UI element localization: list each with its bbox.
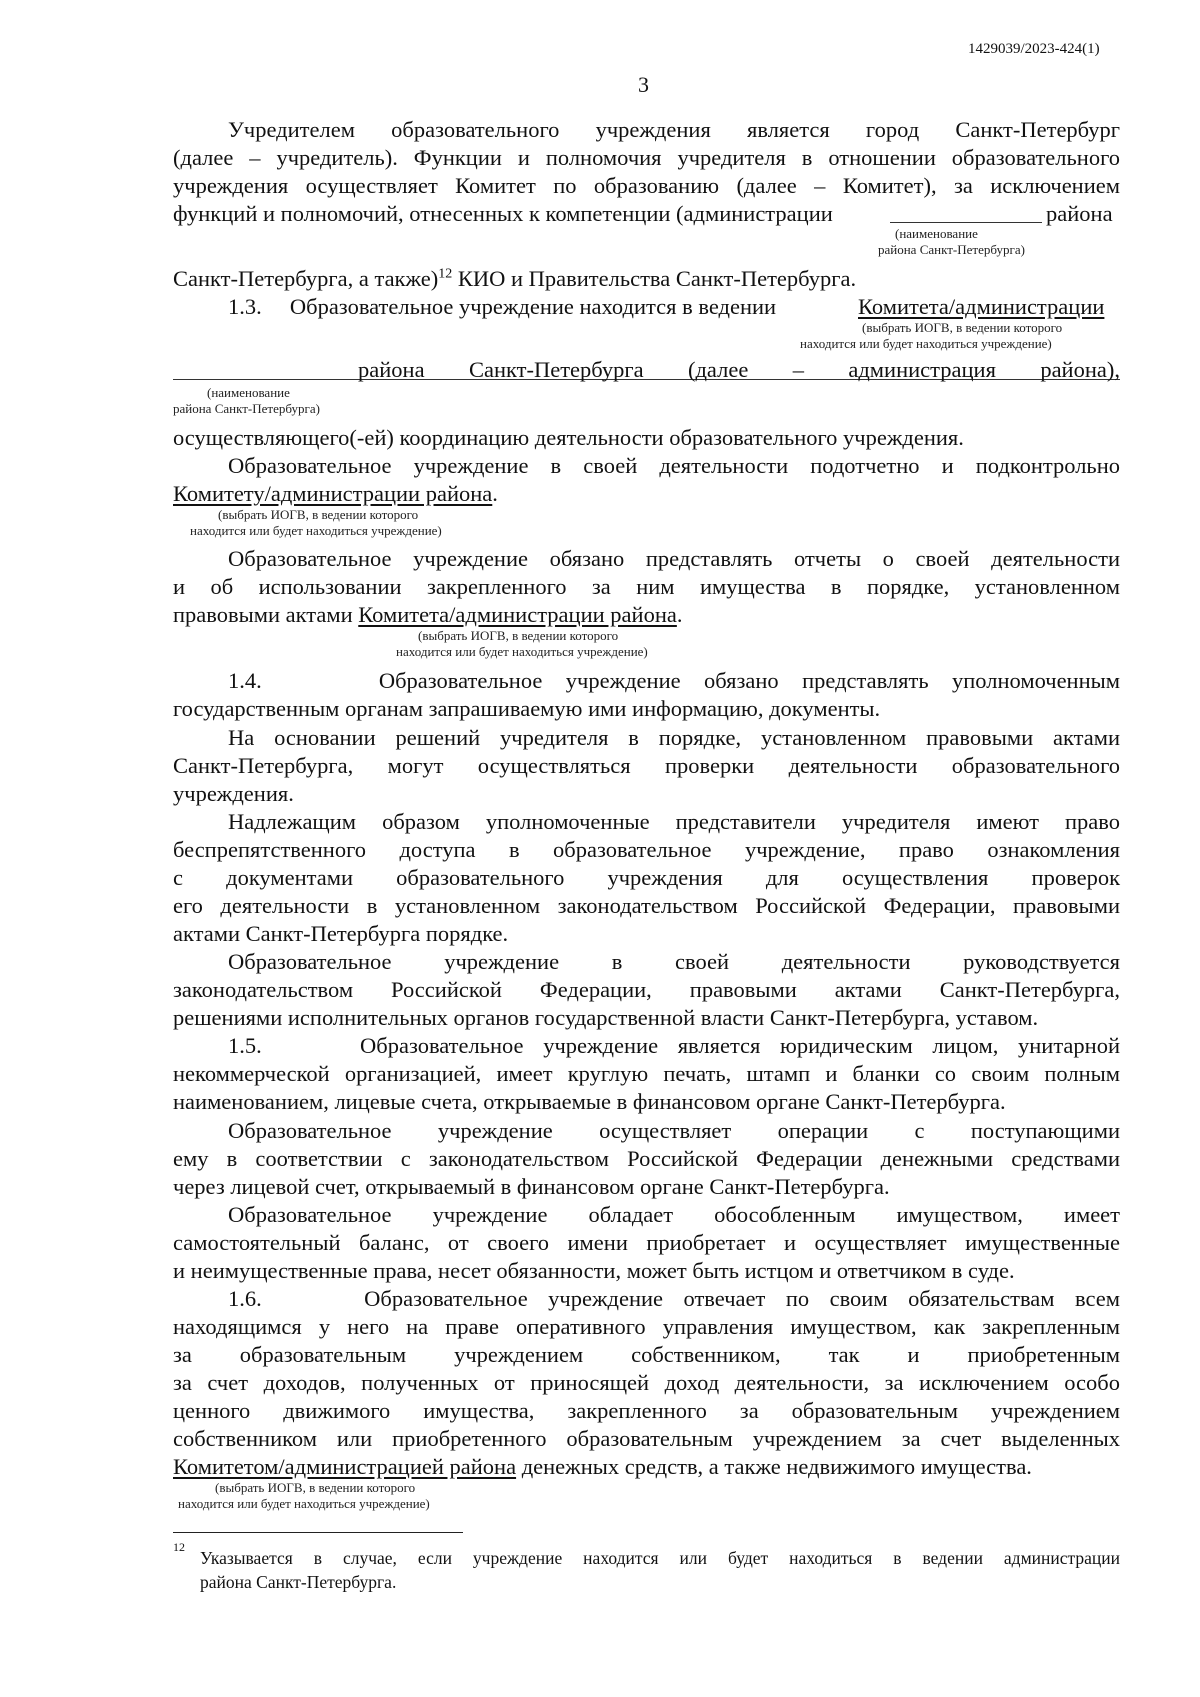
text-fragment: Комитетом/администрацией района bbox=[173, 1454, 517, 1479]
footnote-number: 12 bbox=[173, 1540, 185, 1554]
text-line: с документами образовательного учреждения для осуществления проверок bbox=[173, 865, 1120, 890]
text-line: государственным органам запрашиваемую ими информацию, документы. bbox=[173, 696, 881, 721]
text-line: учреждения осуществляет Комитет по образованию (далее – Комитет), за исключением bbox=[173, 173, 1120, 198]
fill-in-note: находится или будет находиться учреждение) bbox=[800, 336, 1052, 351]
text-line: (далее – учредитель). Функции и полномочия учредителя в отношении образовательного bbox=[173, 145, 1120, 170]
text-line: Образовательное учреждение в своей деятельности подотчетно и подконтрольно bbox=[228, 453, 1120, 478]
fill-in-note: находится или будет находиться учреждение) bbox=[178, 1496, 430, 1511]
text-line: учреждения. bbox=[173, 781, 294, 806]
text-line: самостоятельный баланс, от своего имени приобретает и осуществляет имущественные bbox=[173, 1230, 1120, 1255]
text-line: актами Санкт-Петербурга порядке. bbox=[173, 921, 509, 946]
text-line: наименованием, лицевые счета, открываемые в финансовом органе Санкт-Петербурга. bbox=[173, 1089, 1006, 1114]
page-number: 3 bbox=[638, 72, 649, 97]
fill-in-note: (выбрать ИОГВ, в ведении которого bbox=[862, 320, 1063, 335]
fill-in-note: района Санкт-Петербурга) bbox=[878, 242, 1025, 257]
text-line: за образовательным учреждением собственником, так и приобретенным bbox=[173, 1342, 1120, 1367]
text-line bbox=[173, 1453, 1120, 1481]
text-line: 1.5. Образовательное учреждение является юридическим лицом, унитарной bbox=[228, 1033, 1120, 1058]
blank-field bbox=[890, 222, 1042, 223]
text-line: 1.4. Образовательное учреждение обязано представлять уполномоченным bbox=[228, 668, 1120, 693]
text-line: Учредителем образовательного учреждения является город Санкт-Петербург bbox=[228, 117, 1120, 142]
footnote-reference[interactable]: 12 bbox=[438, 266, 453, 282]
text-fragment: денежных средств, а также недвижимого имущества. bbox=[516, 1454, 1032, 1479]
text-line: находящимся у него на праве оперативного управления имуществом, как закрепленным bbox=[173, 1314, 1120, 1339]
text-line: ему в соответствии с законодательством Российской Федерации денежными средствами bbox=[173, 1146, 1120, 1171]
text-line: Надлежащим образом уполномоченные представители учредителя имеют право bbox=[228, 809, 1120, 834]
fill-in-note: (наименование bbox=[895, 226, 978, 241]
text-line: беспрепятственного доступа в образовательное учреждение, право ознакомления bbox=[173, 837, 1120, 862]
text-line: его деятельности в установленном законодательством Российской Федерации, правовыми bbox=[173, 893, 1120, 918]
text-fragment: Комитета/администрации bbox=[858, 294, 1105, 319]
footnote-text: района Санкт-Петербурга. bbox=[200, 1572, 397, 1592]
text-line: собственником или приобретенного образовательным учреждением за счет выделенных bbox=[173, 1426, 1120, 1451]
fill-in-note: (выбрать ИОГВ, в ведении которого bbox=[418, 628, 619, 643]
text-line: Образовательное учреждение в своей деятельности руководствуется bbox=[228, 949, 1120, 974]
fill-in-note: находится или будет находиться учреждение) bbox=[190, 523, 442, 538]
text-fragment: КИО и Правительства Санкт-Петербурга. bbox=[452, 266, 857, 291]
text-line: ценного движимого имущества, закрепленного за образовательным учреждением bbox=[173, 1398, 1120, 1423]
text-fragment: района Санкт-Петербурга (далее – администрация района), bbox=[358, 357, 1120, 382]
text-line bbox=[173, 265, 1120, 293]
fill-in-note: района Санкт-Петербурга) bbox=[173, 401, 320, 416]
text-line: Комитету/администрации района. bbox=[173, 481, 498, 506]
text-line: и неимущественные права, несет обязанности, может быть истцом и ответчиком в суде. bbox=[173, 1258, 1015, 1283]
footnote-text: Указывается в случае, если учреждение находится или будет находиться в ведении администрации bbox=[200, 1548, 1120, 1568]
text-fragment: 1.3. Образовательное учреждение находится в ведении bbox=[228, 294, 777, 319]
text-fragment: района bbox=[1046, 201, 1113, 226]
footnote-separator bbox=[173, 1532, 463, 1533]
text-line: 1.6. Образовательное учреждение отвечает по своим обязательствам всем bbox=[228, 1286, 1120, 1311]
text-line: Образовательное учреждение обладает обособленным имуществом, имеет bbox=[228, 1202, 1120, 1227]
text-line: некоммерческой организацией, имеет круглую печать, штамп и бланки со своим полным bbox=[173, 1061, 1120, 1086]
text-fragment: правовыми актами bbox=[173, 602, 359, 627]
text-fragment: функций и полномочий, отнесенных к компетенции (администрации bbox=[173, 201, 833, 226]
text-fragment: Санкт-Петербурга, а также) bbox=[173, 266, 439, 291]
document-number: 1429039/2023-424(1) bbox=[968, 41, 1100, 57]
text-line: законодательством Российской Федерации, правовыми актами Санкт-Петербурга, bbox=[173, 977, 1120, 1002]
text-line: Образовательное учреждение обязано представлять отчеты о своей деятельности bbox=[228, 546, 1120, 571]
text-line: и об использовании закрепленного за ним имущества в порядке, установленном bbox=[173, 574, 1120, 599]
fill-in-note: (наименование bbox=[207, 385, 290, 400]
text-line: правовыми актами Комитета/администрации района. bbox=[173, 602, 683, 627]
fill-in-note: находится или будет находиться учреждение) bbox=[396, 644, 648, 659]
text-line bbox=[173, 200, 1120, 228]
text-line: На основании решений учредителя в порядке, установленном правовыми актами bbox=[228, 725, 1120, 750]
text-fragment: Комитету/администрации района bbox=[173, 481, 493, 506]
fill-in-note: (выбрать ИОГВ, в ведении которого bbox=[215, 1480, 416, 1495]
text-fragment: Комитета/администрации района bbox=[358, 602, 677, 627]
text-line: через лицевой счет, открываемый в финансовом органе Санкт-Петербурга. bbox=[173, 1174, 890, 1199]
text-line: осуществляющего(-ей) координацию деятельности образовательного учреждения. bbox=[173, 425, 964, 450]
text-line: Санкт-Петербурга, могут осуществляться проверки деятельности образовательного bbox=[173, 753, 1120, 778]
fill-in-note: (выбрать ИОГВ, в ведении которого bbox=[218, 507, 419, 522]
text-line: решениями исполнительных органов государственной власти Санкт-Петербурга, уставом. bbox=[173, 1005, 1039, 1030]
text-line: за счет доходов, полученных от приносящей доход деятельности, за исключением особо bbox=[173, 1370, 1120, 1395]
text-line: Образовательное учреждение осуществляет операции с поступающими bbox=[228, 1118, 1120, 1143]
